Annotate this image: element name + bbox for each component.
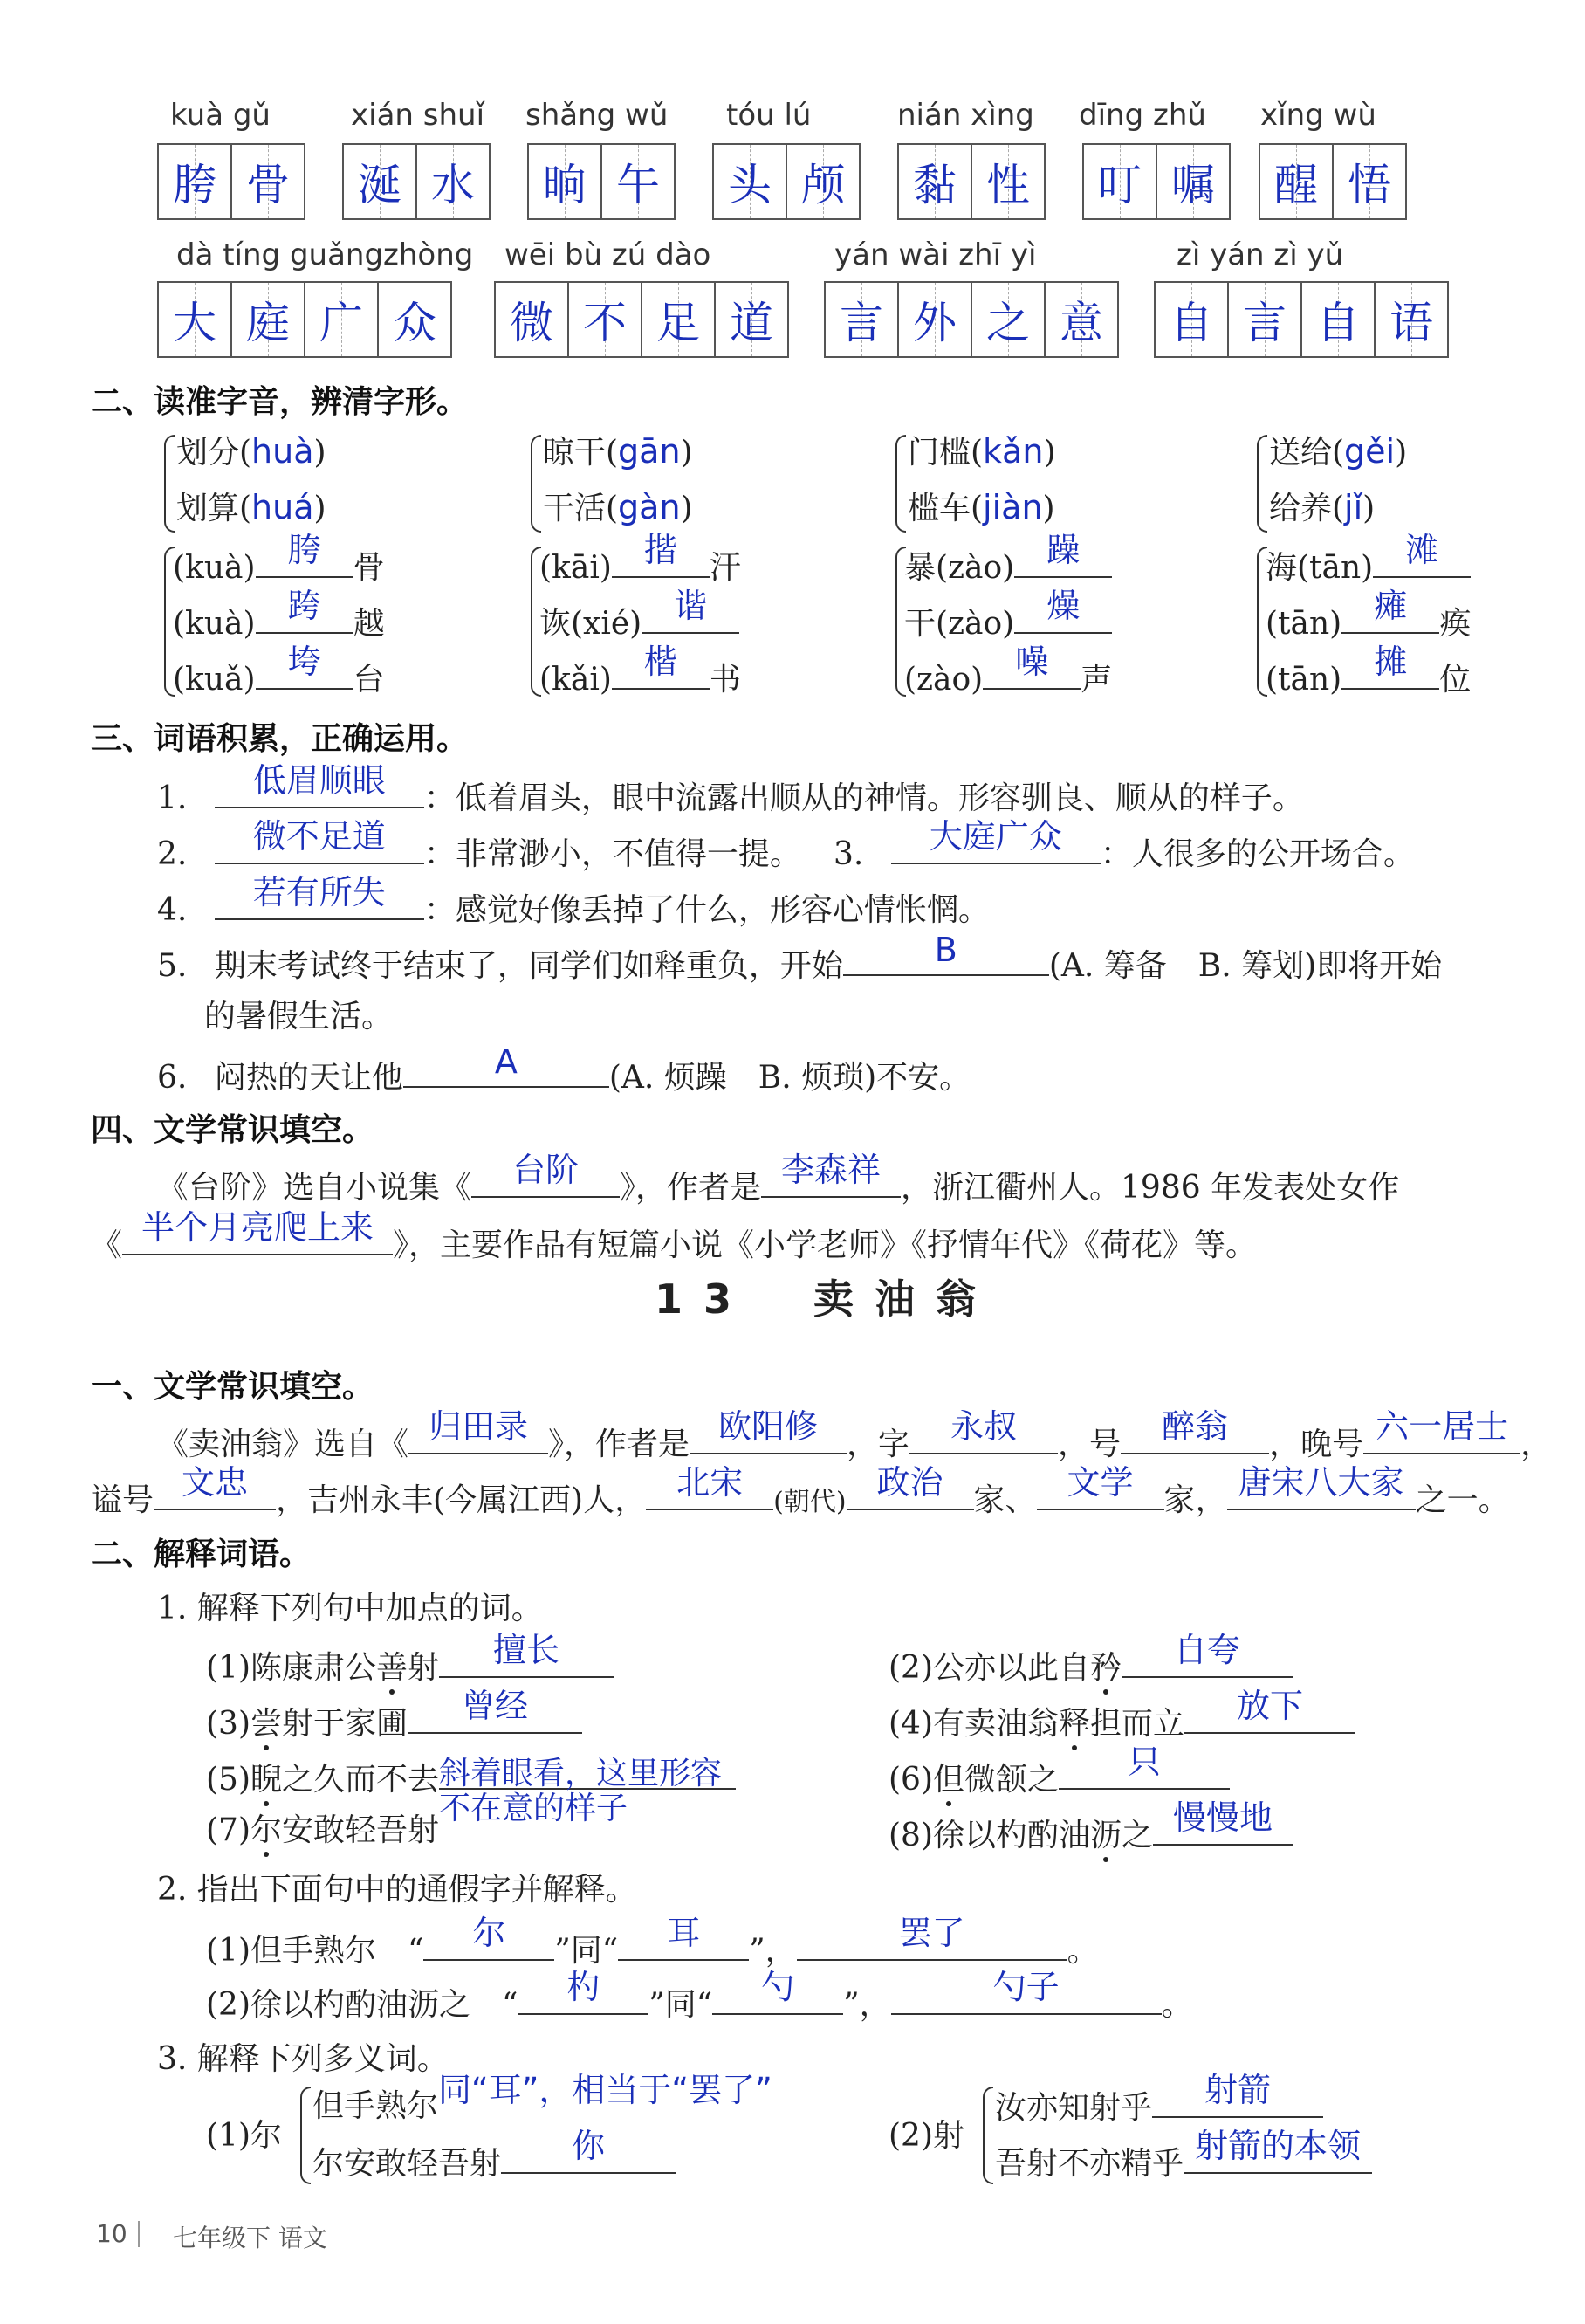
grid-cell: 醒 — [1260, 145, 1334, 218]
q2-title: 2. 指出下面句中的通假字并解释。 — [157, 1872, 637, 1908]
pinyin-label: kuà gǔ — [170, 98, 271, 133]
grid-cell: 悟 — [1334, 145, 1405, 218]
word-item: (7)尔安敢轻吾射 — [206, 1812, 440, 1848]
pinyin-row-2 — [157, 237, 1466, 360]
grid-cell: 意 — [1046, 283, 1117, 356]
word-item: (1)陈康肃公善射 擅长 — [206, 1638, 614, 1688]
char-grid — [712, 143, 861, 220]
section-2-heading: 二、读准字音，辨清字形。 — [91, 384, 469, 420]
q5-line: 5. 期末考试终于结束了，同学们如释重负，开始 B (A. 筹备 B. 筹划)即将开始 — [157, 931, 1443, 984]
pinyin-label: tóu lú — [726, 98, 812, 133]
q3-title: 3. 解释下列多义词。 — [157, 2041, 449, 2077]
char-grid — [1259, 143, 1407, 220]
char-grid — [342, 143, 491, 220]
char-grid — [494, 281, 789, 358]
word-item: (5)睨之久而不去 斜着眼看，这里形容不在意的样子 — [206, 1750, 736, 1799]
triple-row: (tān) 摊 位 — [1266, 643, 1472, 698]
grid-cell: 微 — [496, 283, 569, 356]
triple-row: (kuà) 胯 骨 — [173, 531, 385, 586]
triple-row: (zào) 噪 声 — [904, 643, 1113, 698]
tongjia-row: (1)但手熟尔 “ 尔 ”同“ 耳 ”， 罢了 。 — [206, 1914, 1099, 1969]
pinyin-label: dà tíng guǎngzhòng — [176, 237, 474, 272]
triple-row: (kuà) 跨 越 — [173, 587, 385, 642]
lesson-title: 13 卖油翁 — [655, 1275, 998, 1323]
triple-row: 海(tān) 滩 — [1266, 540, 1471, 588]
grid-cell: 嘱 — [1157, 145, 1229, 218]
triple-row: (kuǎ) 垮 台 — [173, 643, 385, 698]
char-grid — [1082, 143, 1231, 220]
triple-row: (kāi) 揩 汗 — [539, 531, 741, 586]
polysemy-1: (1)尔 但手熟尔 同“耳”，相当于“罢了” 尔安敢轻吾射 你 — [206, 2078, 869, 2191]
page-number: 10 — [96, 2219, 127, 2248]
lesson-section-2-heading: 二、解释词语。 — [91, 1537, 312, 1572]
polysemy-2: (2)射 汝亦知射乎 射箭 吾射不亦精乎 射箭的本领 — [889, 2078, 1552, 2191]
grid-cell: 足 — [642, 283, 716, 356]
grid-cell: 之 — [972, 283, 1046, 356]
pinyin-label: xǐng wù — [1260, 98, 1376, 133]
pinyin-label: yán wài zhī yì — [834, 237, 1037, 272]
grid-cell: 自 — [1156, 283, 1229, 356]
triple-row: (kǎi) 楷 书 — [539, 643, 741, 698]
lesson-line-1: 《卖油翁》选自《 归田录 》，作者是 欧阳修 ，字 永叔 ，号 醉翁 ，晚号 六一居士 ， — [157, 1407, 1553, 1462]
pinyin-label: xián shuǐ — [351, 98, 485, 133]
grid-cell: 胯 — [159, 145, 232, 218]
footer-divider — [138, 2221, 140, 2247]
pair-group: 划分(huà) 划算(huá) 晾干(gān) 干活(gàn) 门槛(kǎn) 槛车(jiàn) 送给(gěi) 给养(jǐ) — [157, 428, 1519, 541]
grid-cell: 头 — [714, 145, 787, 218]
word-item: (6)但微颔之 只 — [889, 1750, 1230, 1799]
grid-cell: 众 — [379, 283, 450, 356]
section-4-line-2: 《 半个月亮爬上来 》，主要作品有短篇小说《小学老师》《抒情年代》《荷花》等。 — [91, 1208, 1258, 1263]
lesson-line-2: 谥号 文忠 ，吉州永丰(今属江西)人， 北宋 (朝代) 政治 家、 文学 家， 唐宋八大家 之一。 — [91, 1463, 1510, 1518]
pinyin-label: dīng zhǔ — [1079, 98, 1206, 133]
triple-row: 诙(xié) 谐 — [539, 595, 739, 643]
grid-cell: 言 — [1229, 283, 1302, 356]
q1-line: 1. 低眉顺眼 ：低着眉头，眼中流露出顺从的神情。形容驯良、顺从的样子。 — [157, 761, 1304, 816]
triple-group — [157, 531, 1519, 698]
triple-row: 干(zào) 燥 — [904, 595, 1112, 643]
grid-cell: 晌 — [529, 145, 602, 218]
grid-cell: 不 — [569, 283, 642, 356]
grid-cell: 颅 — [787, 145, 859, 218]
pinyin-row-1 — [157, 98, 1466, 220]
char-grid — [157, 143, 305, 220]
char-grid — [157, 281, 452, 358]
grid-cell: 道 — [716, 283, 787, 356]
pinyin-label: zì yán zì yǔ — [1177, 237, 1344, 272]
word-item: (8)徐以杓酌油沥之 慢慢地 — [889, 1805, 1293, 1855]
grid-cell: 叮 — [1084, 145, 1157, 218]
char-grid — [824, 281, 1119, 358]
grid-cell: 外 — [899, 283, 972, 356]
grid-cell: 言 — [826, 283, 899, 356]
grid-cell: 广 — [305, 283, 379, 356]
q6-line: 6. 闷热的天让他 A (A. 烦躁 B. 烦琐)不安。 — [157, 1042, 971, 1096]
word-item: (2)公亦以此自矜 自夸 — [889, 1638, 1293, 1688]
section-4-heading: 四、文学常识填空。 — [91, 1112, 374, 1148]
q1-title: 1. 解释下列句中加点的词。 — [157, 1591, 543, 1626]
triple-row: (tān) 瘫 痪 — [1266, 587, 1472, 642]
grid-cell: 庭 — [232, 283, 305, 356]
q2-line: 2. 微不足道 ：非常渺小，不值得一提。 — [157, 817, 801, 872]
q3-line: 3. 大庭广众 ：人很多的公开场合。 — [834, 817, 1415, 872]
grid-cell: 涎 — [344, 145, 417, 218]
word-item: (4)有卖油翁释担而立 放下 — [889, 1694, 1355, 1743]
pinyin-label: nián xìng — [897, 98, 1034, 133]
q4-line: 4. 若有所失 ：感觉好像丢掉了什么，形容心情怅惘。 — [157, 873, 990, 928]
triple-row: 暴(zào) 躁 — [904, 540, 1112, 588]
section-4-line-1: 《台阶》选自小说集《 台阶 》，作者是 李森祥 ，浙江衢州人。1986 年发表处女作 — [157, 1151, 1400, 1206]
lesson-section-1-heading: 一、文学常识填空。 — [91, 1369, 374, 1405]
grid-cell: 黏 — [899, 145, 972, 218]
char-grid — [527, 143, 676, 220]
char-grid — [1154, 281, 1449, 358]
grid-cell: 语 — [1376, 283, 1447, 356]
grid-cell: 午 — [602, 145, 674, 218]
word-item: (3)尝射于家圃 曾经 — [206, 1694, 582, 1743]
grid-cell: 水 — [417, 145, 489, 218]
pinyin-label: shǎng wǔ — [525, 98, 669, 133]
section-3-heading: 三、词语积累，正确运用。 — [91, 721, 469, 757]
grid-cell: 骨 — [232, 145, 304, 218]
q5-line-2: 的暑假生活。 — [204, 999, 394, 1035]
pinyin-label: wēi bù zú dào — [504, 237, 711, 272]
tongjia-row: (2)徐以杓酌油沥之 “ 杓 ”同“ 勺 ”， 勺子 。 — [206, 1968, 1193, 2023]
char-grid — [897, 143, 1046, 220]
grid-cell: 性 — [972, 145, 1044, 218]
grid-cell: 自 — [1302, 283, 1376, 356]
book-label: 七年级下 语文 — [173, 2224, 327, 2252]
grid-cell: 大 — [159, 283, 232, 356]
